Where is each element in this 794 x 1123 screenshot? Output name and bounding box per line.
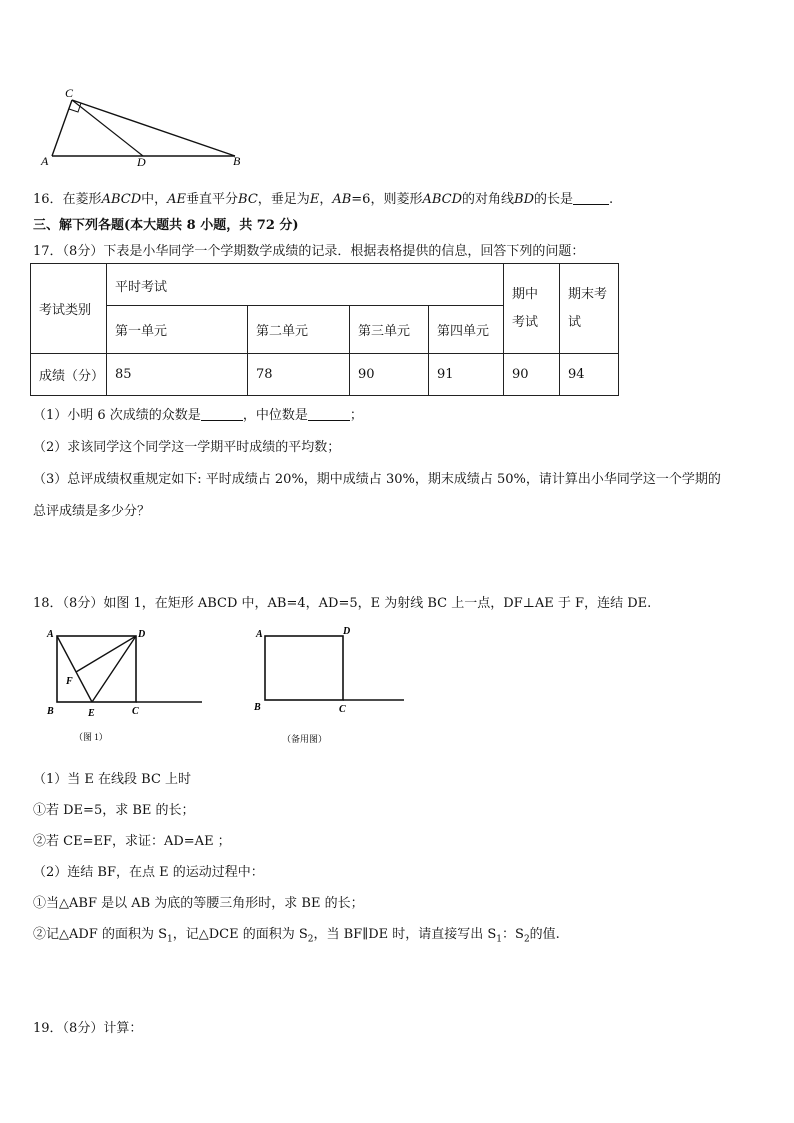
label-a: A: [47, 629, 54, 640]
triangle-figure: [36, 84, 256, 172]
table-row: [31, 354, 619, 396]
table-unit-1: 第一单元: [107, 306, 248, 354]
table-cell: 90: [504, 354, 560, 396]
rectangle-figure-1: [40, 622, 215, 746]
label-e: E: [88, 708, 95, 719]
score-table: [30, 263, 619, 396]
rectangle-figure-spare: [248, 622, 408, 746]
label-d: D: [138, 629, 146, 640]
table-unit-4: 第四单元: [429, 306, 504, 354]
table-unit-2: 第二单元: [248, 306, 350, 354]
answer-blank-16: [573, 192, 609, 205]
label-a: A: [256, 629, 263, 640]
question-18-part-2b: ②记△ADF 的面积为 $S_1$，记△DCE 的面积为 $S_2$，当 BF∥DE 时，请直接写出 $S_1$：$S_2$的值.: [33, 927, 560, 945]
figure-caption: （备用图）: [282, 734, 328, 744]
label-b: B: [233, 154, 241, 168]
table-midterm-header: 期中 考试: [504, 264, 560, 354]
question-18-part-1: （1）当 E 在线段 BC 上时: [33, 772, 192, 787]
table-cell: 94: [560, 354, 619, 396]
label-b: B: [254, 702, 261, 713]
question-19-intro: 19．（8分）计算：: [33, 1021, 143, 1036]
table-unit-3: 第三单元: [350, 306, 429, 354]
label-a: A: [41, 154, 49, 168]
table-score-label: 成绩（分）: [31, 354, 107, 396]
question-18-intro: 18．（8分）如图 1，在矩形 ABCD 中，AB=4，AD=5，E 为射线 BC 上一点，DF⊥AE 于 F，连结 DE.: [33, 596, 652, 611]
label-d: D: [137, 155, 146, 169]
question-17-part-3-line2: 总评成绩是多少分？: [33, 504, 151, 519]
question-18-part-1a: ①若 DE=5，求 BE 的长；: [33, 803, 195, 818]
table-cell: 85: [107, 354, 248, 396]
label-c: C: [339, 704, 346, 715]
question-18-part-2a: ①当△ABF 是以 AB 为底的等腰三角形时，求 BE 的长；: [33, 896, 364, 911]
label-d: D: [343, 626, 351, 637]
label-f: F: [66, 676, 73, 687]
question-18-part-2: （2）连结 BF，在点 E 的运动过程中：: [33, 865, 264, 880]
table-final-header: 期末考 试: [560, 264, 619, 354]
label-c: C: [65, 86, 74, 100]
table-cell: 90: [350, 354, 429, 396]
figure-caption: （图 1）: [74, 732, 108, 742]
question-17-intro: 17．（8分）下表是小华同学一个学期数学成绩的记录．根据表格提供的信息，回答下列的问题：: [33, 244, 585, 259]
question-17-part-3-line1: （3）总评成绩权重规定如下: 平时成绩占 20%，期中成绩占 30%，期末成绩占 50%，请计算出小华同学这一个学期的: [33, 472, 721, 487]
question-17-part-1: （1）小明 6 次成绩的众数是 ，中位数是 ；: [33, 408, 363, 423]
question-16: 16．在菱形ABCD中，AE垂直平分BC，垂足为E，AB=6，则菱形ABCD的对角线BD的长是 .: [33, 192, 614, 207]
table-group-header: 平时考试: [107, 264, 504, 306]
section-3-title: 三、解下列各题(本大题共 8 小题，共 72 分): [33, 218, 299, 233]
answer-blank-median: [308, 408, 350, 421]
question-18-part-1b: ②若 CE=EF，求证：AD=AE ；: [33, 834, 231, 849]
label-c: C: [132, 706, 139, 717]
table-row-header: 考试类别: [31, 264, 107, 354]
table-cell: 91: [429, 354, 504, 396]
label-b: B: [47, 706, 54, 717]
table-cell: 78: [248, 354, 350, 396]
question-17-part-2: （2）求该同学这个同学这一学期平时成绩的平均数；: [33, 440, 341, 455]
answer-blank-mode: [201, 408, 243, 421]
